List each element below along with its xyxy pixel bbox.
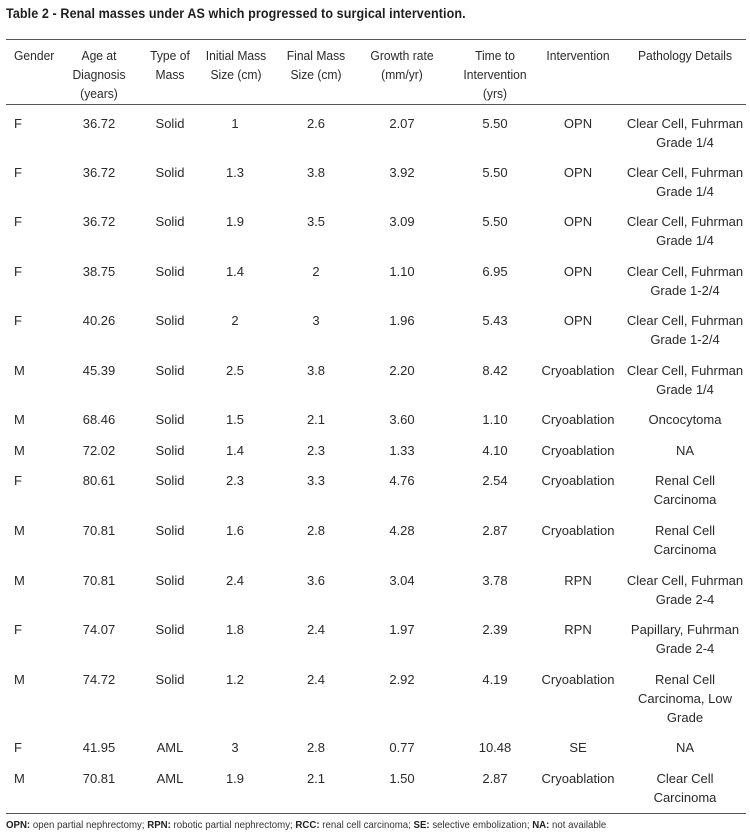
cell-growth-rate: 1.33 xyxy=(389,443,415,458)
footnote-definition: open partial nephrectomy; xyxy=(30,819,148,831)
cell-time-to-intervention: 4.10 xyxy=(482,443,508,458)
cell-initial-size: 1.9 xyxy=(225,771,245,786)
header-pathology: Pathology Details xyxy=(637,48,733,63)
cell-pathology: Clear Cell, Fuhrman Grade 1-2/4 xyxy=(626,264,744,298)
cell-mass-type: Solid xyxy=(155,672,185,687)
cell-gender: F xyxy=(14,622,22,637)
cell-time-to-intervention: 2.87 xyxy=(482,771,508,786)
table-top-rule xyxy=(6,39,746,40)
cell-time-to-intervention: 8.42 xyxy=(482,363,508,378)
cell-growth-rate: 1.96 xyxy=(389,313,415,328)
cell-growth-rate: 2.20 xyxy=(389,363,415,378)
footnote-definition: renal cell carcinoma; xyxy=(319,819,414,831)
cell-pathology: Clear Cell, Fuhrman Grade 1/4 xyxy=(626,165,744,199)
cell-final-size: 3.5 xyxy=(306,214,326,229)
header-growth-rate: Growth rate (mm/yr) xyxy=(370,48,434,82)
cell-age: 74.07 xyxy=(82,622,116,637)
cell-growth-rate: 3.60 xyxy=(389,412,415,427)
cell-pathology: Renal Cell Carcinoma xyxy=(653,473,717,507)
cell-age: 72.02 xyxy=(82,443,116,458)
cell-time-to-intervention: 2.54 xyxy=(482,473,508,488)
cell-mass-type: Solid xyxy=(155,622,185,637)
cell-time-to-intervention: 2.39 xyxy=(482,622,508,637)
cell-mass-type: Solid xyxy=(155,116,185,131)
cell-intervention: OPN xyxy=(563,116,593,131)
cell-gender: F xyxy=(14,473,22,488)
cell-pathology: NA xyxy=(675,443,695,458)
cell-intervention: Cryoablation xyxy=(541,443,615,458)
cell-growth-rate: 0.77 xyxy=(389,740,415,755)
cell-gender: F xyxy=(14,740,22,755)
cell-final-size: 3.8 xyxy=(306,165,326,180)
cell-growth-rate: 2.92 xyxy=(389,672,415,687)
cell-final-size: 2.4 xyxy=(306,672,326,687)
cell-growth-rate: 1.50 xyxy=(389,771,415,786)
header-type: Type of Mass xyxy=(150,48,190,82)
cell-initial-size: 3 xyxy=(231,740,239,755)
cell-age: 36.72 xyxy=(82,214,116,229)
cell-pathology: Clear Cell, Fuhrman Grade 1/4 xyxy=(626,363,744,397)
cell-final-size: 3.8 xyxy=(306,363,326,378)
cell-pathology: Clear Cell, Fuhrman Grade 1-2/4 xyxy=(626,313,744,347)
cell-gender: F xyxy=(14,165,22,180)
cell-mass-type: Solid xyxy=(155,214,185,229)
cell-gender: F xyxy=(14,264,22,279)
cell-time-to-intervention: 5.50 xyxy=(482,214,508,229)
cell-initial-size: 1.4 xyxy=(225,443,245,458)
cell-initial-size: 1.5 xyxy=(225,412,245,427)
table-title: Table 2 - Renal masses under AS which progressed to surgical intervention. xyxy=(6,6,466,21)
cell-initial-size: 1 xyxy=(231,116,239,131)
cell-mass-type: Solid xyxy=(155,165,185,180)
cell-intervention: SE xyxy=(569,740,587,755)
cell-initial-size: 2.5 xyxy=(225,363,245,378)
cell-mass-type: Solid xyxy=(155,363,185,378)
cell-final-size: 3.6 xyxy=(306,573,326,588)
cell-gender: F xyxy=(14,214,22,229)
cell-time-to-intervention: 2.87 xyxy=(482,523,508,538)
footnote-abbreviation: OPN: xyxy=(6,819,31,831)
cell-pathology: Renal Cell Carcinoma xyxy=(653,523,717,557)
header-initial-size: Initial Mass Size (cm) xyxy=(205,48,267,82)
cell-intervention: RPN xyxy=(564,573,592,588)
cell-final-size: 3.3 xyxy=(306,473,326,488)
cell-mass-type: Solid xyxy=(155,473,185,488)
cell-gender: M xyxy=(14,573,25,588)
cell-growth-rate: 3.09 xyxy=(389,214,415,229)
cell-growth-rate: 2.07 xyxy=(389,116,415,131)
footnote-definition: selective embolization; xyxy=(429,819,533,831)
cell-age: 40.26 xyxy=(82,313,116,328)
cell-mass-type: Solid xyxy=(155,412,185,427)
cell-final-size: 2.4 xyxy=(306,622,326,637)
header-final-size: Final Mass Size (cm) xyxy=(286,48,346,82)
cell-intervention: Cryoablation xyxy=(541,771,615,786)
header-bottom-rule xyxy=(6,104,746,105)
cell-final-size: 2 xyxy=(312,264,320,279)
cell-initial-size: 1.2 xyxy=(225,672,245,687)
header-time-to-intervention: Time to Intervention (yrs) xyxy=(463,48,527,101)
cell-intervention: RPN xyxy=(564,622,592,637)
cell-age: 74.72 xyxy=(82,672,116,687)
footnote-abbreviation: RCC: xyxy=(295,819,320,831)
footnote-abbreviation: SE: xyxy=(413,819,430,831)
header-gender: Gender xyxy=(14,48,55,63)
cell-final-size: 2.8 xyxy=(306,523,326,538)
cell-final-size: 3 xyxy=(312,313,320,328)
cell-mass-type: Solid xyxy=(155,443,185,458)
cell-growth-rate: 3.04 xyxy=(389,573,415,588)
cell-growth-rate: 1.10 xyxy=(389,264,415,279)
cell-initial-size: 1.9 xyxy=(225,214,245,229)
cell-initial-size: 2.3 xyxy=(225,473,245,488)
cell-age: 36.72 xyxy=(82,116,116,131)
cell-gender: M xyxy=(14,672,25,687)
cell-initial-size: 1.6 xyxy=(225,523,245,538)
cell-growth-rate: 3.92 xyxy=(389,165,415,180)
footnote-abbreviation: RPN: xyxy=(147,819,171,831)
cell-gender: F xyxy=(14,313,22,328)
cell-intervention: OPN xyxy=(563,313,593,328)
cell-time-to-intervention: 5.43 xyxy=(482,313,508,328)
cell-mass-type: Solid xyxy=(155,264,185,279)
cell-initial-size: 2.4 xyxy=(225,573,245,588)
cell-final-size: 2.6 xyxy=(306,116,326,131)
cell-pathology: Renal Cell Carcinoma, Low Grade xyxy=(638,672,732,725)
header-intervention: Intervention xyxy=(546,48,610,63)
cell-pathology: Clear Cell, Fuhrman Grade 2-4 xyxy=(626,573,744,607)
cell-final-size: 2.1 xyxy=(306,412,326,427)
cell-age: 70.81 xyxy=(82,771,116,786)
cell-intervention: Cryoablation xyxy=(541,473,615,488)
cell-age: 70.81 xyxy=(82,523,116,538)
cell-mass-type: AML xyxy=(156,740,184,755)
cell-time-to-intervention: 1.10 xyxy=(482,412,508,427)
cell-intervention: Cryoablation xyxy=(541,672,615,687)
cell-pathology: NA xyxy=(675,740,695,755)
cell-growth-rate: 1.97 xyxy=(389,622,415,637)
cell-final-size: 2.1 xyxy=(306,771,326,786)
cell-final-size: 2.8 xyxy=(306,740,326,755)
cell-mass-type: Solid xyxy=(155,573,185,588)
cell-time-to-intervention: 3.78 xyxy=(482,573,508,588)
cell-age: 38.75 xyxy=(82,264,116,279)
cell-age: 41.95 xyxy=(82,740,116,755)
footnote-abbreviation: NA: xyxy=(532,819,550,831)
cell-growth-rate: 4.28 xyxy=(389,523,415,538)
cell-pathology: Clear Cell, Fuhrman Grade 1/4 xyxy=(626,116,744,150)
cell-gender: M xyxy=(14,443,25,458)
cell-pathology: Clear Cell, Fuhrman Grade 1/4 xyxy=(626,214,744,248)
cell-pathology: Clear Cell Carcinoma xyxy=(653,771,717,805)
cell-pathology: Papillary, Fuhrman Grade 2-4 xyxy=(630,622,740,656)
table-footnote xyxy=(6,819,606,831)
cell-time-to-intervention: 10.48 xyxy=(478,740,512,755)
table-bottom-rule xyxy=(6,813,746,814)
cell-time-to-intervention: 5.50 xyxy=(482,116,508,131)
cell-intervention: Cryoablation xyxy=(541,523,615,538)
cell-initial-size: 1.3 xyxy=(225,165,245,180)
cell-time-to-intervention: 4.19 xyxy=(482,672,508,687)
header-age: Age at Diagnosis (years) xyxy=(72,48,126,101)
cell-gender: M xyxy=(14,363,25,378)
cell-age: 68.46 xyxy=(82,412,116,427)
cell-mass-type: AML xyxy=(156,771,184,786)
cell-intervention: OPN xyxy=(563,264,593,279)
cell-initial-size: 1.4 xyxy=(225,264,245,279)
cell-age: 70.81 xyxy=(82,573,116,588)
cell-gender: M xyxy=(14,523,25,538)
cell-time-to-intervention: 5.50 xyxy=(482,165,508,180)
cell-mass-type: Solid xyxy=(155,523,185,538)
cell-gender: F xyxy=(14,116,22,131)
cell-initial-size: 1.8 xyxy=(225,622,245,637)
cell-age: 80.61 xyxy=(82,473,116,488)
footnote-definition: robotic partial nephrectomy; xyxy=(170,819,296,831)
footnote-definition: not available xyxy=(549,819,607,831)
cell-gender: M xyxy=(14,412,25,427)
cell-age: 36.72 xyxy=(82,165,116,180)
cell-intervention: OPN xyxy=(563,165,593,180)
cell-intervention: Cryoablation xyxy=(541,412,615,427)
cell-pathology: Oncocytoma xyxy=(648,412,722,427)
cell-intervention: Cryoablation xyxy=(541,363,615,378)
cell-intervention: OPN xyxy=(563,214,593,229)
cell-time-to-intervention: 6.95 xyxy=(482,264,508,279)
cell-initial-size: 2 xyxy=(231,313,239,328)
cell-gender: M xyxy=(14,771,25,786)
cell-mass-type: Solid xyxy=(155,313,185,328)
cell-final-size: 2.3 xyxy=(306,443,326,458)
cell-age: 45.39 xyxy=(82,363,116,378)
cell-growth-rate: 4.76 xyxy=(389,473,415,488)
